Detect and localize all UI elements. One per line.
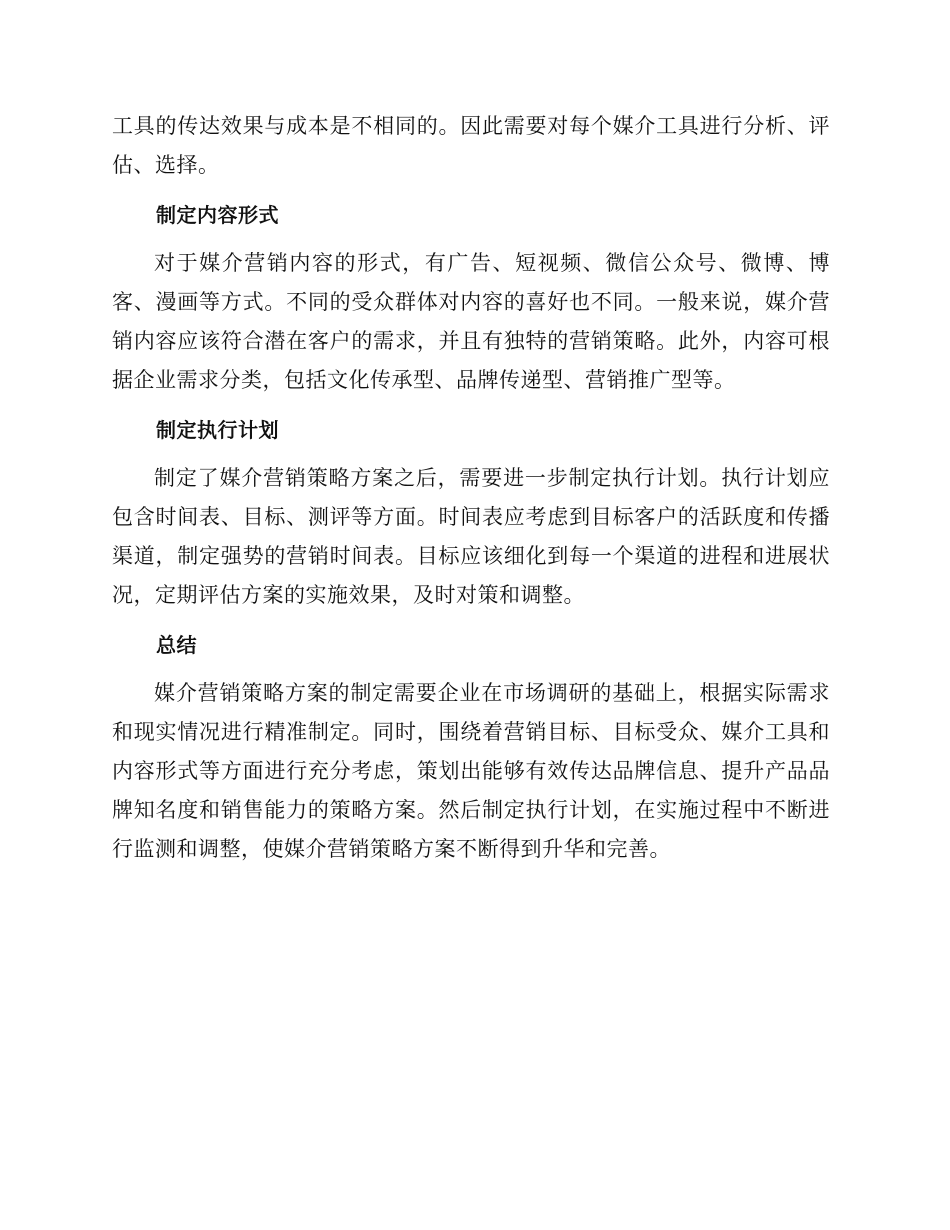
section-heading-content-format: 制定内容形式 <box>156 203 279 227</box>
section-paragraph-summary: 媒介营销策略方案的制定需要企业在市场调研的基础上，根据实际需求和现实情况进行精准制定。同时，围绕着营销目标、目标受众、媒介工具和内容形式等方面进行充分考虑，策划出能够有效传达品牌信息、提升产品品牌知名度和销售能力的策略方案。然后制定执行计划，在实施过程中不断进行监测和调整，使媒介营销策略方案不断得到升华和完善。 <box>112 681 830 861</box>
document-page <box>112 107 830 869</box>
section-heading-summary: 总结 <box>156 633 197 657</box>
section-heading-execution-plan: 制定执行计划 <box>156 418 279 442</box>
intro-paragraph: 工具的传达效果与成本是不相同的。因此需要对每个媒介工具进行分析、评估、选择。 <box>112 114 830 177</box>
section-paragraph-content-format: 对于媒介营销内容的形式，有广告、短视频、微信公众号、微博、博客、漫画等方式。不同的受众群体对内容的喜好也不同。一般来说，媒介营销内容应该符合潜在客户的需求，并且有独特的营销策略。此外，内容可根据企业需求分类，包括文化传承型、品牌传递型、营销推广型等。 <box>112 251 830 392</box>
section-paragraph-execution-plan: 制定了媒介营销策略方案之后，需要进一步制定执行计划。执行计划应包含时间表、目标、测评等方面。时间表应考虑到目标客户的活跃度和传播渠道，制定强势的营销时间表。目标应该细化到每一个渠道的进程和进展状况，定期评估方案的实施效果，及时对策和调整。 <box>112 466 830 607</box>
